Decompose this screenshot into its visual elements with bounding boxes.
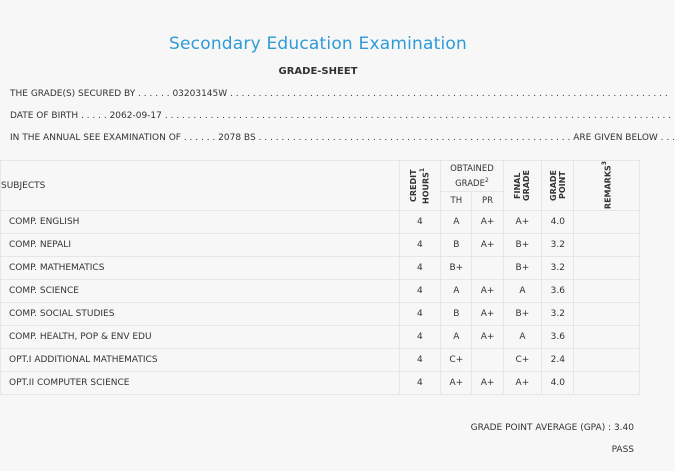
remarks-cell <box>574 234 640 257</box>
exam-label: IN THE ANNUAL SEE EXAMINATION OF . . . . . . <box>10 133 216 143</box>
table-row <box>1 211 640 234</box>
grades-table <box>0 160 640 395</box>
table-row <box>1 280 640 303</box>
credit-cell: 4 <box>399 349 441 372</box>
exam-line: IN THE ANNUAL SEE EXAMINATION OF . . . . . . 2078 BS . . . . . . . . . . . . . . . . . . . . . . . . . . . . . . . . . . . . . . . . . . . . . . . . . . . . . . . ARE GIVEN BELOW . . . <box>10 133 675 143</box>
remarks-cell <box>574 326 640 349</box>
subject-cell: COMP. SCIENCE <box>1 280 400 303</box>
table-row <box>1 326 640 349</box>
table-row <box>1 372 640 395</box>
th-cell: B+ <box>441 257 472 280</box>
page-subtitle: GRADE-SHEET <box>278 66 358 77</box>
th-cell: C+ <box>441 349 472 372</box>
symbol-number: 03203145W <box>172 89 228 99</box>
grade-point-cell: 3.6 <box>542 280 574 303</box>
given-below-label: ARE GIVEN BELOW . . . <box>573 133 675 143</box>
subject-cell: COMP. MATHEMATICS <box>1 257 400 280</box>
dob-value: 2062-09-17 <box>109 111 162 121</box>
subject-cell: COMP. HEALTH, POP & ENV EDU <box>1 326 400 349</box>
pr-cell: A+ <box>472 211 503 234</box>
col-subjects: SUBJECTS <box>1 161 400 211</box>
col-final-grade: FINAL GRADE <box>503 161 542 211</box>
remarks-cell <box>574 349 640 372</box>
credit-cell: 4 <box>399 280 441 303</box>
result-status: PASS <box>611 445 634 455</box>
col-remarks: REMARKS$^3$ <box>574 161 640 211</box>
pr-cell <box>472 257 503 280</box>
col-obtained-grade: OBTAINED GRADE$^2$ <box>441 161 503 192</box>
col-grade-point: GRADE POINT <box>542 161 574 211</box>
subject-cell: COMP. SOCIAL STUDIES <box>1 303 400 326</box>
final-grade-cell: A <box>503 280 542 303</box>
th-cell: A <box>441 280 472 303</box>
dob-line: DATE OF BIRTH . . . . . 2062-09-17 . . . . . . . . . . . . . . . . . . . . . . . . . . . . . . . . . . . . . . . . . . . . . . . . . . . . . . . . . . . . . . . . . . . . . . . . . . . . . . . . . . . . . . . . . <box>10 111 672 121</box>
grade-point-cell: 4.0 <box>542 372 574 395</box>
remarks-cell <box>574 303 640 326</box>
gpa-summary: GRADE POINT AVERAGE (GPA) : 3.40 <box>470 423 634 433</box>
subject-cell: OPT.I ADDITIONAL MATHEMATICS <box>1 349 400 372</box>
th-cell: B <box>441 303 472 326</box>
col-credit-hours: CREDIT HOURS$^1$ <box>399 161 441 211</box>
th-cell: A+ <box>441 372 472 395</box>
credit-cell: 4 <box>399 326 441 349</box>
final-grade-cell: B+ <box>503 234 542 257</box>
secured-by-label: THE GRADE(S) SECURED BY . . . . . . <box>10 89 170 99</box>
dob-label: DATE OF BIRTH . . . . . <box>10 111 107 121</box>
subject-cell: COMP. ENGLISH <box>1 211 400 234</box>
final-grade-cell: A+ <box>503 372 542 395</box>
grade-point-cell: 3.2 <box>542 234 574 257</box>
pr-cell: A+ <box>472 372 503 395</box>
credit-cell: 4 <box>399 303 441 326</box>
grade-point-cell: 2.4 <box>542 349 574 372</box>
exam-year: 2078 BS <box>218 133 256 143</box>
remarks-cell <box>574 372 640 395</box>
grade-point-cell: 3.2 <box>542 257 574 280</box>
remarks-cell <box>574 211 640 234</box>
th-cell: B <box>441 234 472 257</box>
pr-cell: A+ <box>472 280 503 303</box>
page-title: Secondary Education Examination <box>169 34 467 54</box>
pr-cell: A+ <box>472 326 503 349</box>
remarks-cell <box>574 280 640 303</box>
pr-cell <box>472 349 503 372</box>
pr-cell: A+ <box>472 303 503 326</box>
table-row <box>1 234 640 257</box>
th-cell: A <box>441 211 472 234</box>
credit-cell: 4 <box>399 372 441 395</box>
grade-point-cell: 3.6 <box>542 326 574 349</box>
col-pr: PR <box>472 192 503 211</box>
credit-cell: 4 <box>399 234 441 257</box>
final-grade-cell: C+ <box>503 349 542 372</box>
grade-point-cell: 4.0 <box>542 211 574 234</box>
remarks-cell <box>574 257 640 280</box>
final-grade-cell: B+ <box>503 257 542 280</box>
final-grade-cell: B+ <box>503 303 542 326</box>
final-grade-cell: A+ <box>503 211 542 234</box>
pr-cell: A+ <box>472 234 503 257</box>
grade-point-cell: 3.2 <box>542 303 574 326</box>
table-row <box>1 303 640 326</box>
credit-cell: 4 <box>399 211 441 234</box>
col-th: TH <box>441 192 472 211</box>
secured-by-line: THE GRADE(S) SECURED BY . . . . . . 03203145W . . . . . . . . . . . . . . . . . . . . . . . . . . . . . . . . . . . . . . . . . . . . . . . . . . . . . . . . . . . . . . . . . . . . . . . . . . . . . <box>10 89 668 99</box>
table-row <box>1 349 640 372</box>
th-cell: A <box>441 326 472 349</box>
table-row <box>1 257 640 280</box>
subject-cell: COMP. NEPALI <box>1 234 400 257</box>
credit-cell: 4 <box>399 257 441 280</box>
subject-cell: OPT.II COMPUTER SCIENCE <box>1 372 400 395</box>
final-grade-cell: A <box>503 326 542 349</box>
